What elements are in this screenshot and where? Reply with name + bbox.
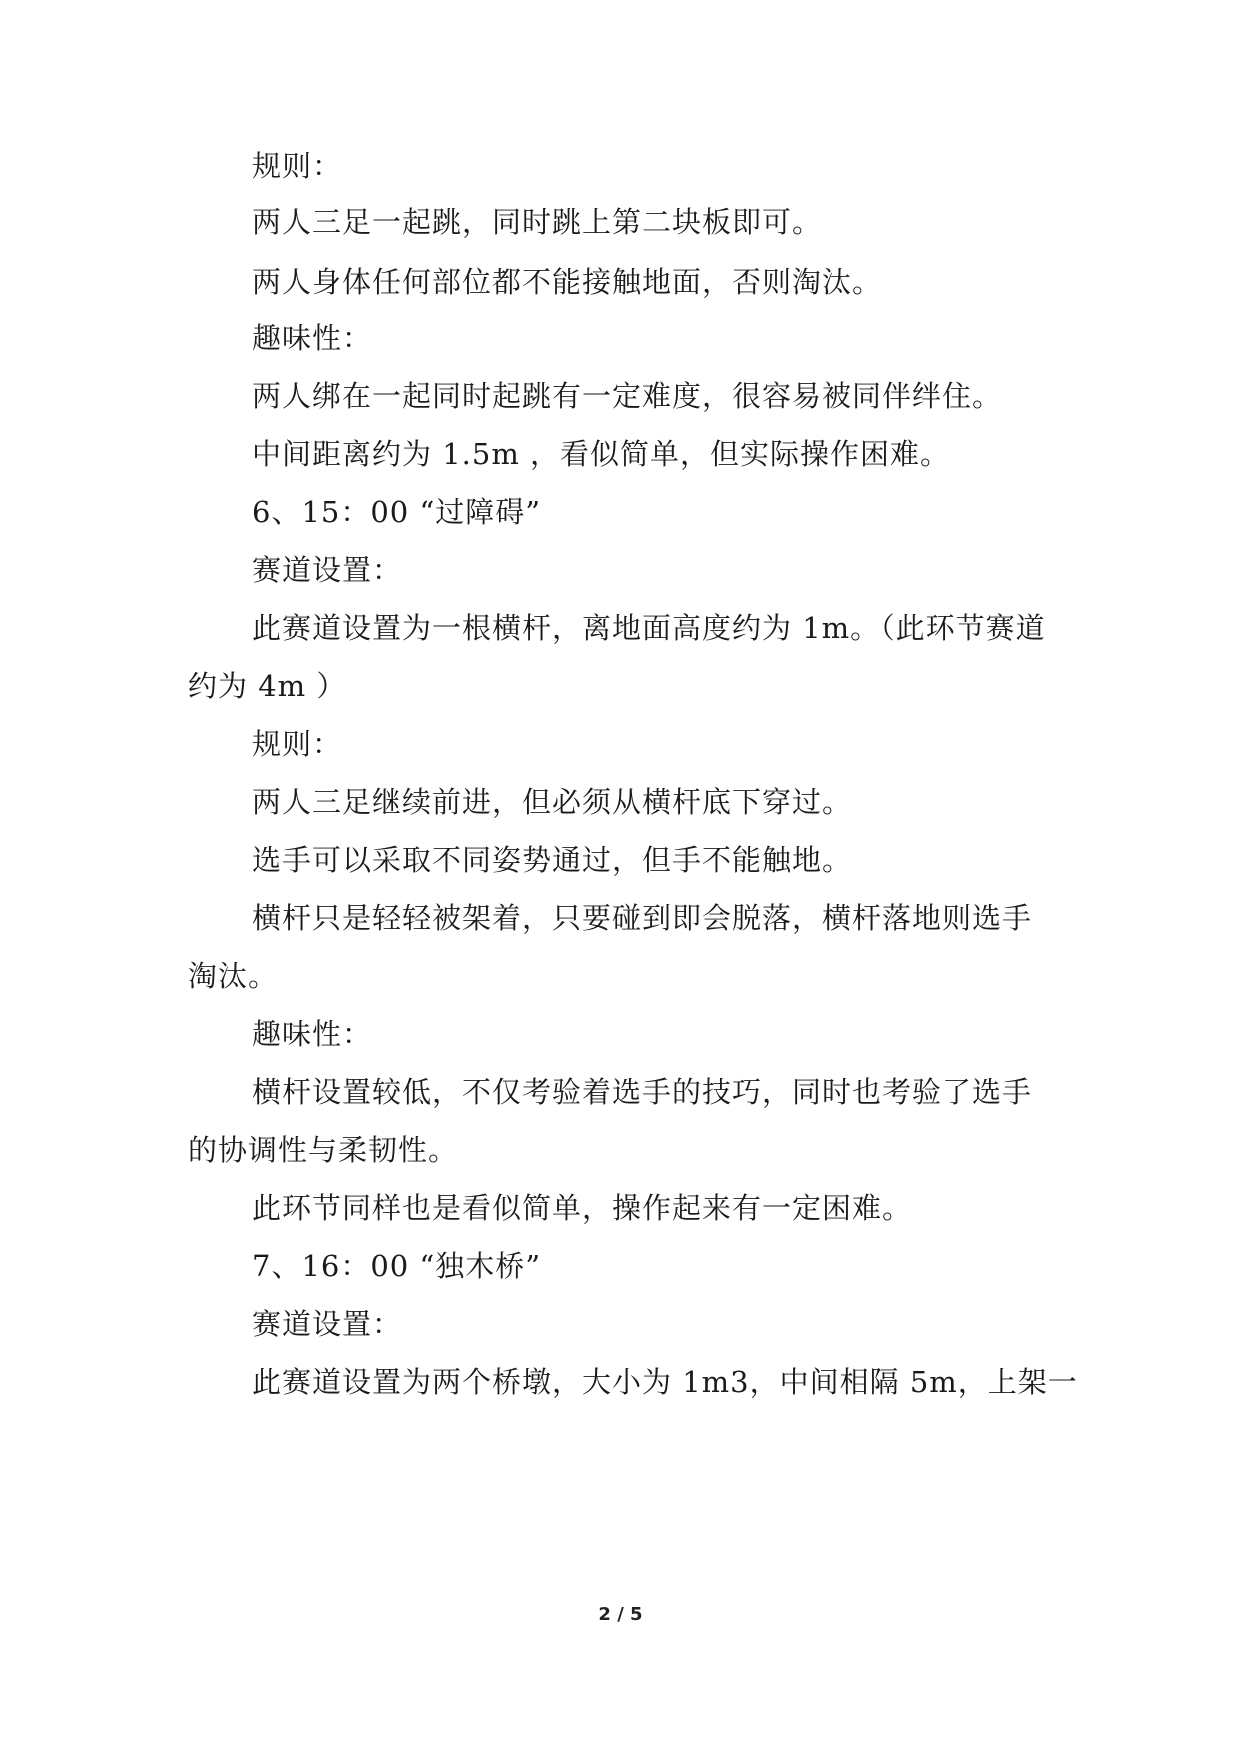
- paragraph-line: 两人三足继续前进，但必须从横杆底下穿过。: [252, 785, 853, 819]
- event-heading-obstacle: 6、15：00 “过障碍”: [252, 495, 542, 529]
- section-heading-fun: 趣味性：: [252, 321, 373, 355]
- paragraph-line: 约为 4m ）: [188, 669, 347, 703]
- section-heading-rules: 规则：: [252, 149, 343, 183]
- paragraph-line: 淘汰。: [188, 959, 279, 993]
- paragraph-line: 此赛道设置为两个桥墩，大小为 1m3，中间相隔 5m，上架一: [252, 1365, 1078, 1399]
- page-number: 2 / 5: [598, 1604, 643, 1625]
- paragraph-line: 横杆设置较低，不仅考验着选手的技巧，同时也考验了选手: [252, 1075, 1033, 1109]
- paragraph-line: 选手可以采取不同姿势通过，但手不能触地。: [252, 843, 853, 877]
- paragraph-line: 中间距离约为 1.5m ，看似简单，但实际操作困难。: [252, 437, 951, 471]
- paragraph-line: 横杆只是轻轻被架着，只要碰到即会脱落，横杆落地则选手: [252, 901, 1033, 935]
- section-heading-track: 赛道设置：: [252, 1307, 403, 1341]
- event-heading-bridge: 7、16：00 “独木桥”: [252, 1249, 542, 1283]
- section-heading-rules: 规则：: [252, 727, 343, 761]
- paragraph-line: 的协调性与柔韧性。: [188, 1133, 459, 1167]
- section-heading-track: 赛道设置：: [252, 553, 403, 587]
- paragraph-line: 两人绑在一起同时起跳有一定难度，很容易被同伴绊住。: [252, 379, 1003, 413]
- paragraph-line: 两人三足一起跳，同时跳上第二块板即可。: [252, 205, 823, 239]
- paragraph-line: 此环节同样也是看似简单，操作起来有一定困难。: [252, 1191, 913, 1225]
- paragraph-line: 此赛道设置为一根横杆，离地面高度约为 1m。（此环节赛道: [252, 611, 1046, 645]
- section-heading-fun: 趣味性：: [252, 1017, 373, 1051]
- paragraph-line: 两人身体任何部位都不能接触地面，否则淘汰。: [252, 265, 883, 299]
